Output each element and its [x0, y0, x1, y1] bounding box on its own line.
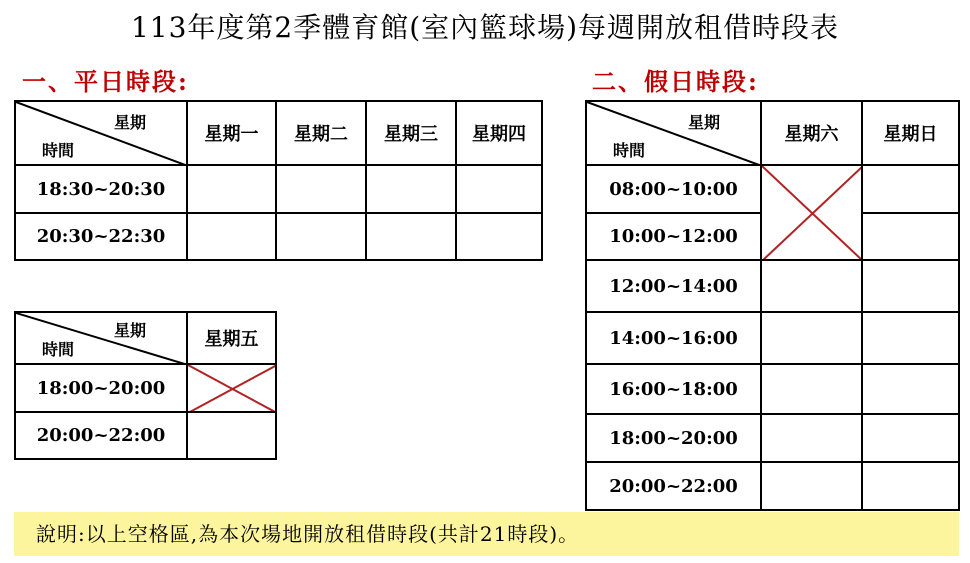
closed-cross-mark [188, 365, 276, 412]
table-row [586, 414, 959, 462]
corner-label-day: 星期 [687, 113, 720, 132]
open-slot-cell [187, 213, 276, 260]
open-slot-cell [366, 165, 456, 213]
corner-label-day: 星期 [113, 113, 146, 132]
time-slot-label: 14:00~16:00 [586, 312, 761, 364]
corner-label-time: 時間 [42, 340, 75, 359]
time-slot-label: 18:30~20:30 [15, 165, 187, 213]
open-slot-cell [456, 165, 542, 213]
table-row [586, 312, 959, 364]
table-row [15, 213, 542, 260]
table-header-row [586, 101, 959, 165]
open-slot-cell [276, 213, 366, 260]
day-header-tue: 星期二 [276, 101, 366, 165]
open-slot-cell [761, 364, 862, 414]
corner-header-cell [586, 101, 761, 165]
open-slot-cell [187, 165, 276, 213]
time-slot-label: 20:00~22:00 [586, 462, 761, 510]
table-header-row [15, 101, 542, 165]
closed-slot-cell [187, 364, 276, 412]
time-slot-label: 08:00~10:00 [586, 165, 761, 213]
time-slot-label: 16:00~18:00 [586, 364, 761, 414]
table-header-row [15, 312, 276, 364]
time-slot-label: 18:00~20:00 [15, 364, 187, 412]
closed-slot-cell [761, 165, 862, 260]
day-header-thu: 星期四 [456, 101, 542, 165]
open-slot-cell [761, 414, 862, 462]
day-header-wed: 星期三 [366, 101, 456, 165]
time-slot-label: 18:00~20:00 [586, 414, 761, 462]
page-title: 113年度第2季體育館(室內籃球場)每週開放租借時段表 [130, 11, 840, 44]
open-slot-cell [276, 165, 366, 213]
closed-cross-mark [762, 166, 862, 260]
table-row [586, 462, 959, 510]
day-header-sat: 星期六 [761, 101, 862, 165]
open-slot-cell [862, 312, 959, 364]
table-row [15, 364, 276, 412]
day-header-sun: 星期日 [862, 101, 959, 165]
weekend-section-heading: 二、假日時段: [592, 67, 759, 96]
corner-label-time: 時間 [42, 141, 75, 160]
time-slot-label: 20:30~22:30 [15, 213, 187, 260]
day-header-mon: 星期一 [187, 101, 276, 165]
open-slot-cell [862, 260, 959, 312]
weekday-section-heading: 一、平日時段: [22, 67, 189, 96]
open-slot-cell [862, 165, 959, 213]
corner-label-time: 時間 [613, 141, 646, 160]
open-slot-cell [862, 364, 959, 414]
table-row [586, 165, 959, 213]
corner-header-cell [15, 101, 187, 165]
time-slot-label: 10:00~12:00 [586, 213, 761, 260]
open-slot-cell [862, 213, 959, 260]
table-row [15, 165, 542, 213]
open-slot-cell [187, 412, 276, 459]
corner-label-day: 星期 [113, 321, 146, 340]
table-row [586, 364, 959, 414]
friday-schedule-table [14, 311, 277, 460]
open-slot-cell [862, 462, 959, 510]
open-slot-cell [456, 213, 542, 260]
open-slot-cell [366, 213, 456, 260]
day-header-fri: 星期五 [187, 312, 276, 364]
time-slot-label: 20:00~22:00 [15, 412, 187, 459]
corner-header-cell [15, 312, 187, 364]
time-slot-label: 12:00~14:00 [586, 260, 761, 312]
weekend-schedule-table [585, 100, 960, 511]
table-row [15, 412, 276, 459]
open-slot-cell [761, 260, 862, 312]
explanation-note: 說明:以上空格區,為本次場地開放租借時段(共計21時段)。 [14, 512, 959, 556]
open-slot-cell [761, 312, 862, 364]
weekday-schedule-table [14, 100, 543, 261]
open-slot-cell [862, 414, 959, 462]
open-slot-cell [761, 462, 862, 510]
table-row [586, 260, 959, 312]
